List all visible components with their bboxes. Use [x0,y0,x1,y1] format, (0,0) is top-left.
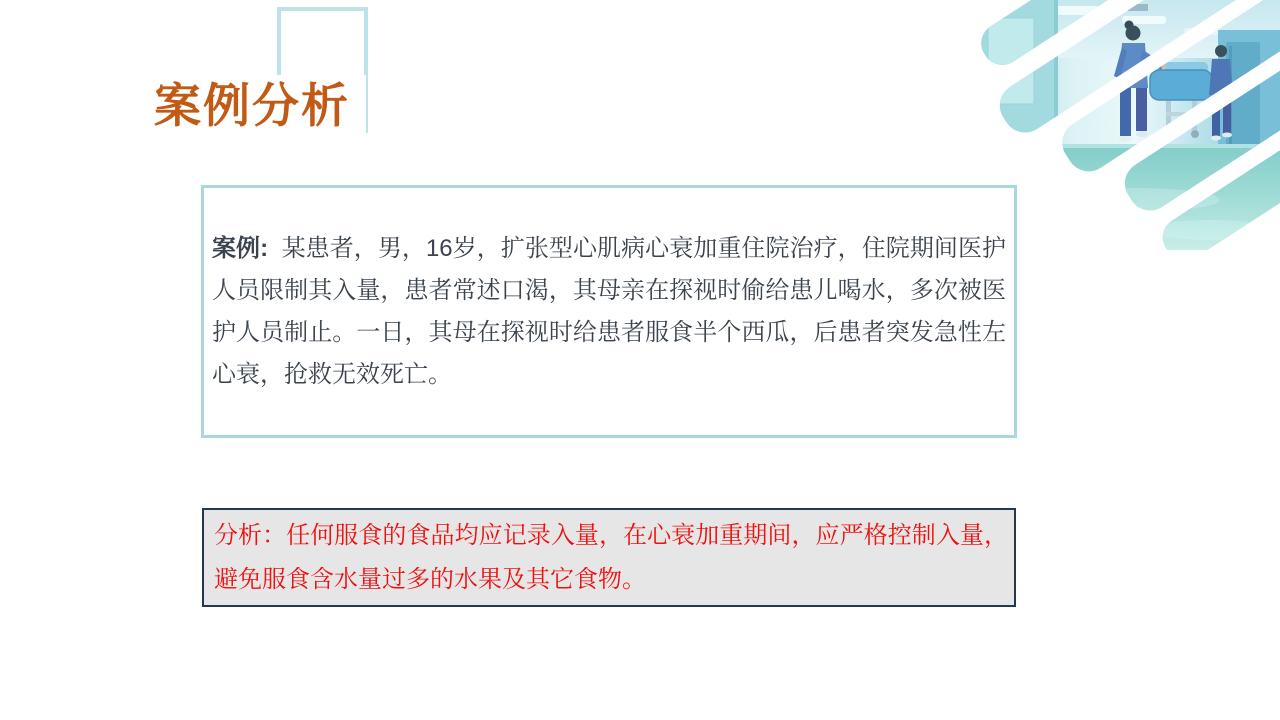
corridor-scene [980,0,1280,250]
analysis-text: 分析：任何服食的食品均应记录入量，在心衰加重期间，应严格控制入量，避免服食含水量过多的水果及其它食物。 [214,521,1008,593]
case-paragraph [212,228,1006,396]
hospital-photo-decoration [980,0,1280,250]
analysis-box [202,508,1016,607]
case-text-box [201,185,1017,438]
case-label: 案例: [212,234,269,262]
case-body-text: 某患者，男，16岁，扩张型心肌病心衰加重住院治疗，住院期间医护人员限制其入量，患者常述口渴，其母亲在探视时偷给患儿喝水，多次被医护人员制止。一日，其母在探视时给患者服食半个西瓜，后患者突发急性左心衰，抢救无效死亡。 [212,234,1007,388]
page-title: 案例分析 [152,75,366,137]
